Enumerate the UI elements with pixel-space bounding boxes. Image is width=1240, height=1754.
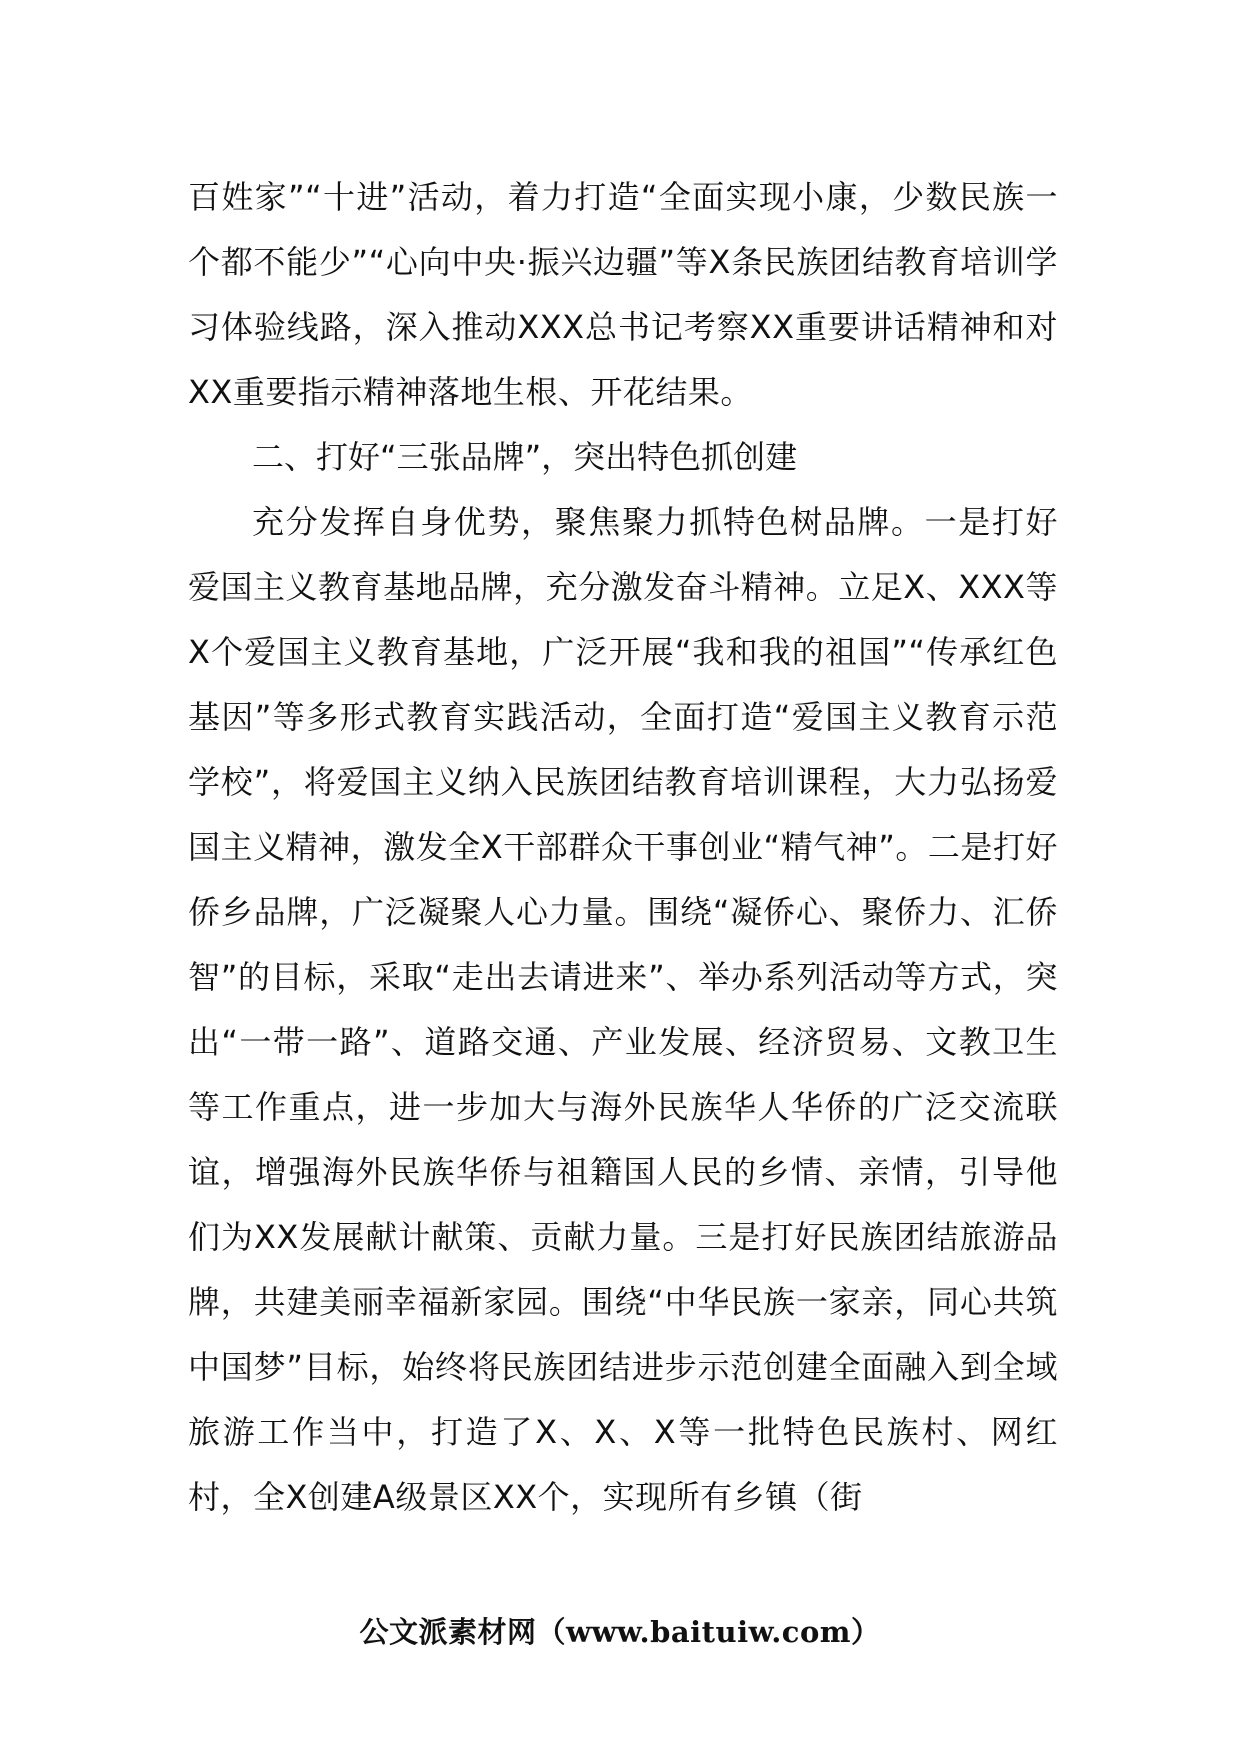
- paragraph-continuation: 百姓家”“十进”活动，着力打造“全面实现小康，少数民族一个都不能少”“心向中央·振兴边疆”等X条民族团结教育培训学习体验线路，深入推动XXX总书记考察XX重要讲话精神和对XX重要指示精神落地生根、开花结果。: [188, 178, 1058, 411]
- section-heading: 二、打好“三张品牌”，突出特色抓创建: [252, 438, 798, 476]
- paragraph-body: 充分发挥自身优势，聚焦聚力抓特色树品牌。一是打好爱国主义教育基地品牌，充分激发奋斗精神。立足X、XXX等X个爱国主义教育基地，广泛开展“我和我的祖国”“传承红色基因”等多形式教育实践活动，全面打造“爱国主义教育示范学校”，将爱国主义纳入民族团结教育培训课程，大力弘扬爱国主义精神，激发全X干部群众干事创业“精气神”。二是打好侨乡品牌，广泛凝聚人心力量。围绕“凝侨心、聚侨力、汇侨智”的目标，采取“走出去请进来”、举办系列活动等方式，突出“一带一路”、道路交通、产业发展、经济贸易、文教卫生等工作重点，进一步加大与海外民族华人华侨的广泛交流联谊，增强海外民族华侨与祖籍国人民的乡情、亲情，引导他们为XX发展献计献策、贡献力量。三是打好民族团结旅游品牌，共建美丽幸福新家园。围绕“中华民族一家亲，同心共筑中国梦”目标，始终将民族团结进步示范创建全面融入到全域旅游工作当中，打造了X、X、X等一批特色民族村、网红村，全X创建A级景区XX个，实现所有乡镇（街: [188, 503, 1058, 1516]
- document-body: [188, 165, 1058, 1530]
- footer-watermark-text: 公文派素材网（www.baituiw.com）: [359, 1615, 881, 1649]
